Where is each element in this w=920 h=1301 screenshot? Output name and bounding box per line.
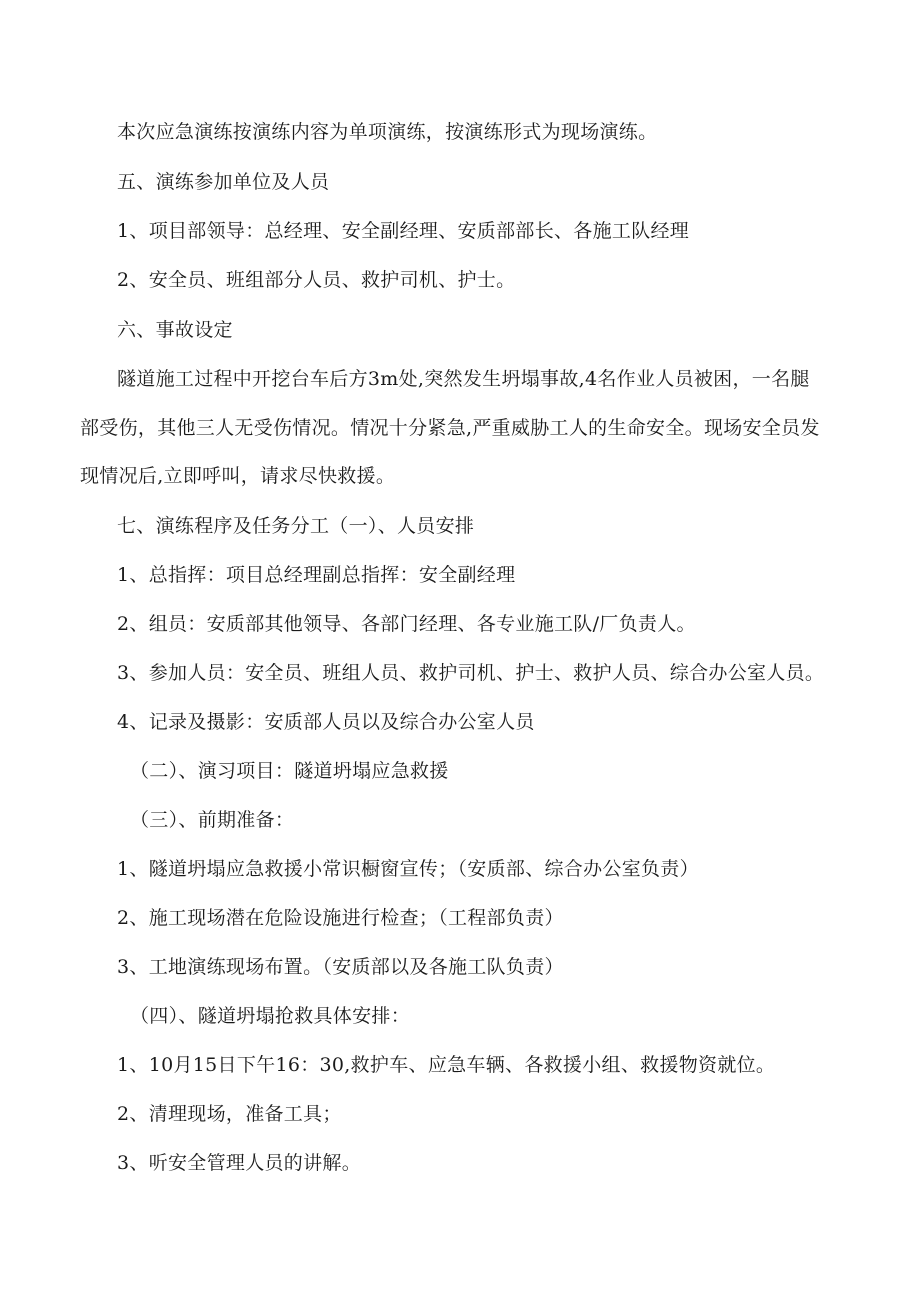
paragraph-accident-line-1: 隧道施工过程中开挖台车后方3m处,突然发生坍塌事故,4名作业人员被困，一名腿 (117, 368, 810, 390)
section-heading-accident: 六、事故设定 (117, 319, 233, 341)
list-item-briefing: 3、听安全管理人员的讲解。 (117, 1152, 361, 1174)
subsection-heading-project: （二）、演习项目：隧道坍塌应急救援 (130, 760, 449, 782)
list-item-members: 2、组员：安质部其他领导、各部门经理、各专业施工队/厂负责人。 (117, 613, 696, 635)
section-heading-procedure: 七、演练程序及任务分工（一）、人员安排 (117, 515, 475, 537)
subsection-heading-rescue: （四）、隧道坍塌抢救具体安排： (130, 1005, 411, 1027)
list-item-publicity: 1、隧道坍塌应急救援小常识橱窗宣传；（安质部、综合办公室负责） (117, 858, 699, 880)
list-item-site-setup: 3、工地演练现场布置。（安质部以及各施工队负责） (117, 956, 564, 978)
paragraph-drill-type: 本次应急演练按演练内容为单项演练，按演练形式为现场演练。 (117, 121, 658, 143)
list-item-recording: 4、记录及摄影：安质部人员以及综合办公室人员 (117, 711, 535, 733)
subsection-heading-preparation: （三）、前期准备： (130, 809, 295, 831)
list-item-commander: 1、总指挥：项目总经理副总指挥：安全副经理 (117, 564, 516, 586)
section-heading-participants: 五、演练参加单位及人员 (117, 171, 330, 193)
list-item-clear-site: 2、清理现场，准备工具； (117, 1103, 342, 1125)
list-item-ready-time: 1、10月15日下午16：30,救护车、应急车辆、各救援小组、救援物资就位。 (117, 1054, 776, 1076)
list-item-staff: 2、安全员、班组部分人员、救护司机、护士。 (117, 269, 516, 291)
list-item-participants: 3、参加人员：安全员、班组人员、救护司机、护士、救护人员、综合办公室人员。 (117, 662, 825, 684)
list-item-leaders: 1、项目部领导：总经理、安全副经理、安质部部长、各施工队经理 (117, 220, 690, 242)
list-item-inspection: 2、施工现场潜在危险设施进行检查；（工程部负责） (117, 907, 564, 929)
paragraph-accident-line-3: 现情况后,立即呼叫，请求尽快救援。 (80, 465, 396, 487)
paragraph-accident-line-2: 部受伤，其他三人无受伤情况。情况十分紧急,严重威胁工人的生命安全。现场安全员发 (80, 417, 820, 439)
